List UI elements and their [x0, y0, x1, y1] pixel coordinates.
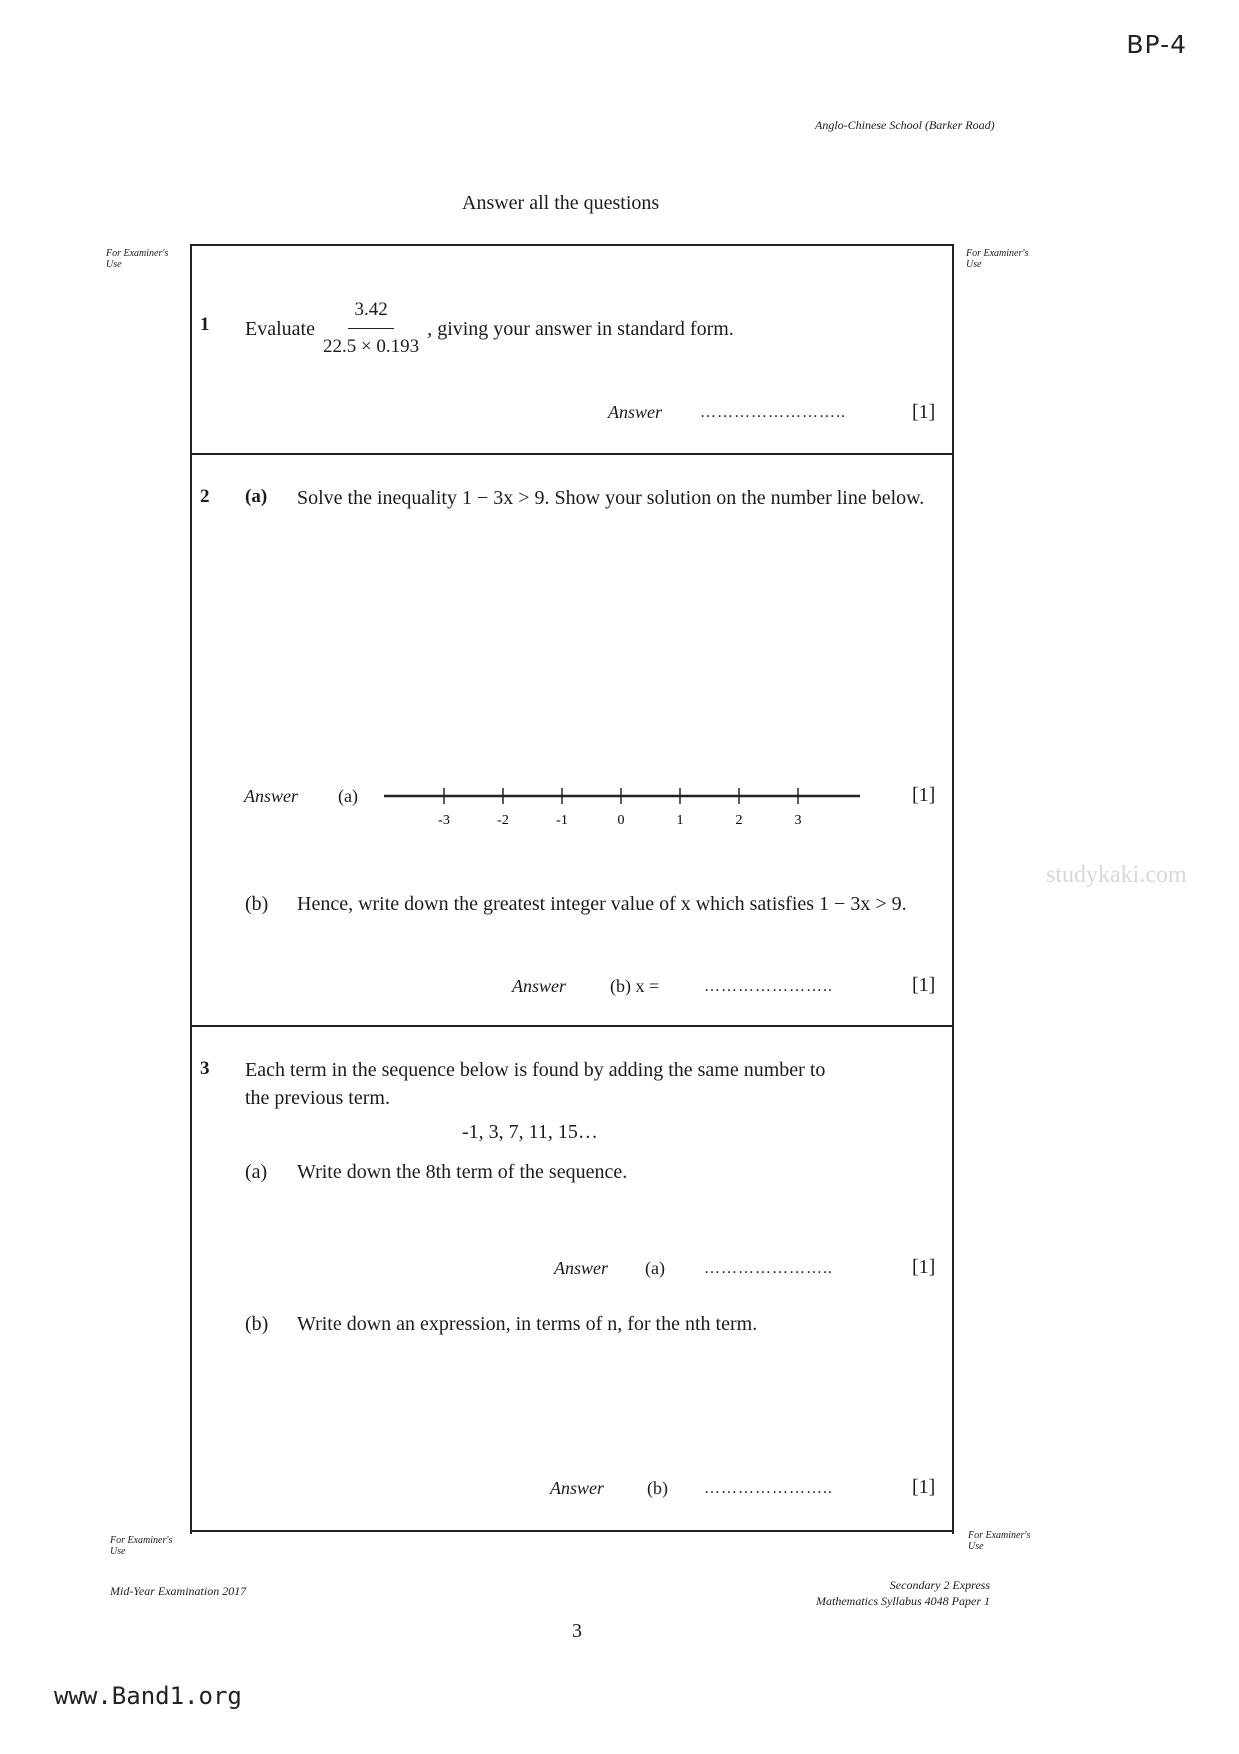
q1-answer-label: Answer: [608, 402, 662, 422]
q2b-label: (b): [245, 893, 269, 915]
q3a-answer-label: Answer: [554, 1258, 608, 1278]
q3-number: 3: [200, 1058, 210, 1079]
divider-q3-end: [190, 1530, 954, 1532]
q3a-label: (a): [245, 1161, 268, 1183]
q3b-marks: [1]: [912, 1476, 936, 1498]
divider-q1-q2: [190, 453, 954, 455]
q3b-label: (b): [245, 1313, 269, 1335]
q2b-text: Hence, write down the greatest integer value of x which satisfies 1 − 3x > 9.: [297, 893, 907, 915]
q1-text: Evaluate $\frac{3.42}{22.5 \times 0.193}$ , giving your answer in standard form.: [245, 296, 734, 361]
number-line-tick-label: 0: [617, 813, 625, 828]
q3-sequence: -1, 3, 7, 11, 15…: [462, 1121, 598, 1143]
number-line[interactable]: [380, 776, 860, 836]
number-line-tick-label: 3: [794, 813, 802, 828]
q2a-text: Solve the inequality 1 − 3x > 9. Show your solution on the number line below.: [297, 487, 925, 509]
number-line-tick-label: -2: [497, 813, 509, 828]
q2a-label: (a): [245, 486, 268, 507]
page-tag: BP-4: [1126, 30, 1187, 59]
number-line-tick-label: -1: [556, 813, 568, 828]
examiner-use-label-top-right: For Examiner's Use: [966, 248, 1029, 270]
q3-intro: Each term in the sequence below is found by adding the same number to the previous term.: [245, 1059, 826, 1109]
examiner-use-label-bottom-right: For Examiner's Use: [968, 1530, 1031, 1552]
q3b-text: Write down an expression, in terms of n, for the nth term.: [297, 1313, 758, 1335]
site-url[interactable]: www.Band1.org: [54, 1682, 242, 1710]
q1-number: 1: [200, 314, 210, 335]
q1-answer-line[interactable]: ……………………..: [700, 404, 846, 421]
q3a-answer-part: (a): [645, 1258, 665, 1278]
q2a-answer-part: (a): [338, 786, 358, 806]
page-number: 3: [572, 1620, 582, 1642]
q3a-marks: [1]: [912, 1256, 936, 1278]
q2a-marks: [1]: [912, 784, 936, 806]
school-name: Anglo-Chinese School (Barker Road): [815, 118, 995, 132]
q3a-text: Write down the 8th term of the sequence.: [297, 1161, 628, 1183]
number-line-tick-label: 1: [676, 813, 684, 828]
q1-fraction: $\frac{3.42}{22.5 \times 0.193}$: [323, 296, 419, 361]
q1-marks: [1]: [912, 401, 936, 423]
instructions: Answer all the questions: [462, 192, 660, 214]
q2b-answer-part: (b) x =: [610, 976, 660, 996]
number-line-tick-label: -3: [438, 813, 450, 828]
question-frame: [190, 244, 954, 1534]
q2-number: 2: [200, 486, 210, 507]
q2b-answer-label: Answer: [512, 976, 566, 996]
watermark: studykaki.com: [1046, 862, 1187, 888]
q3a-answer-line[interactable]: …………………..: [704, 1260, 833, 1277]
q2b-marks: [1]: [912, 974, 936, 996]
q2b-answer-line[interactable]: …………………..: [704, 978, 833, 995]
examiner-use-label-bottom-left: For Examiner's Use: [110, 1535, 173, 1557]
q3b-answer-part: (b): [647, 1478, 668, 1498]
divider-q2-q3: [190, 1025, 954, 1027]
q2a-answer-label: Answer: [244, 786, 298, 806]
footer-exam-title: Mid-Year Examination 2017: [110, 1584, 247, 1598]
examiner-use-label-top-left: For Examiner's Use: [106, 248, 169, 270]
number-line-tick-label: 2: [735, 813, 743, 828]
q3b-answer-line[interactable]: …………………..: [704, 1480, 833, 1497]
footer-course: Secondary 2 Express Mathematics Syllabus 4048 Paper 1: [816, 1578, 990, 1608]
q3b-answer-label: Answer: [550, 1478, 604, 1498]
